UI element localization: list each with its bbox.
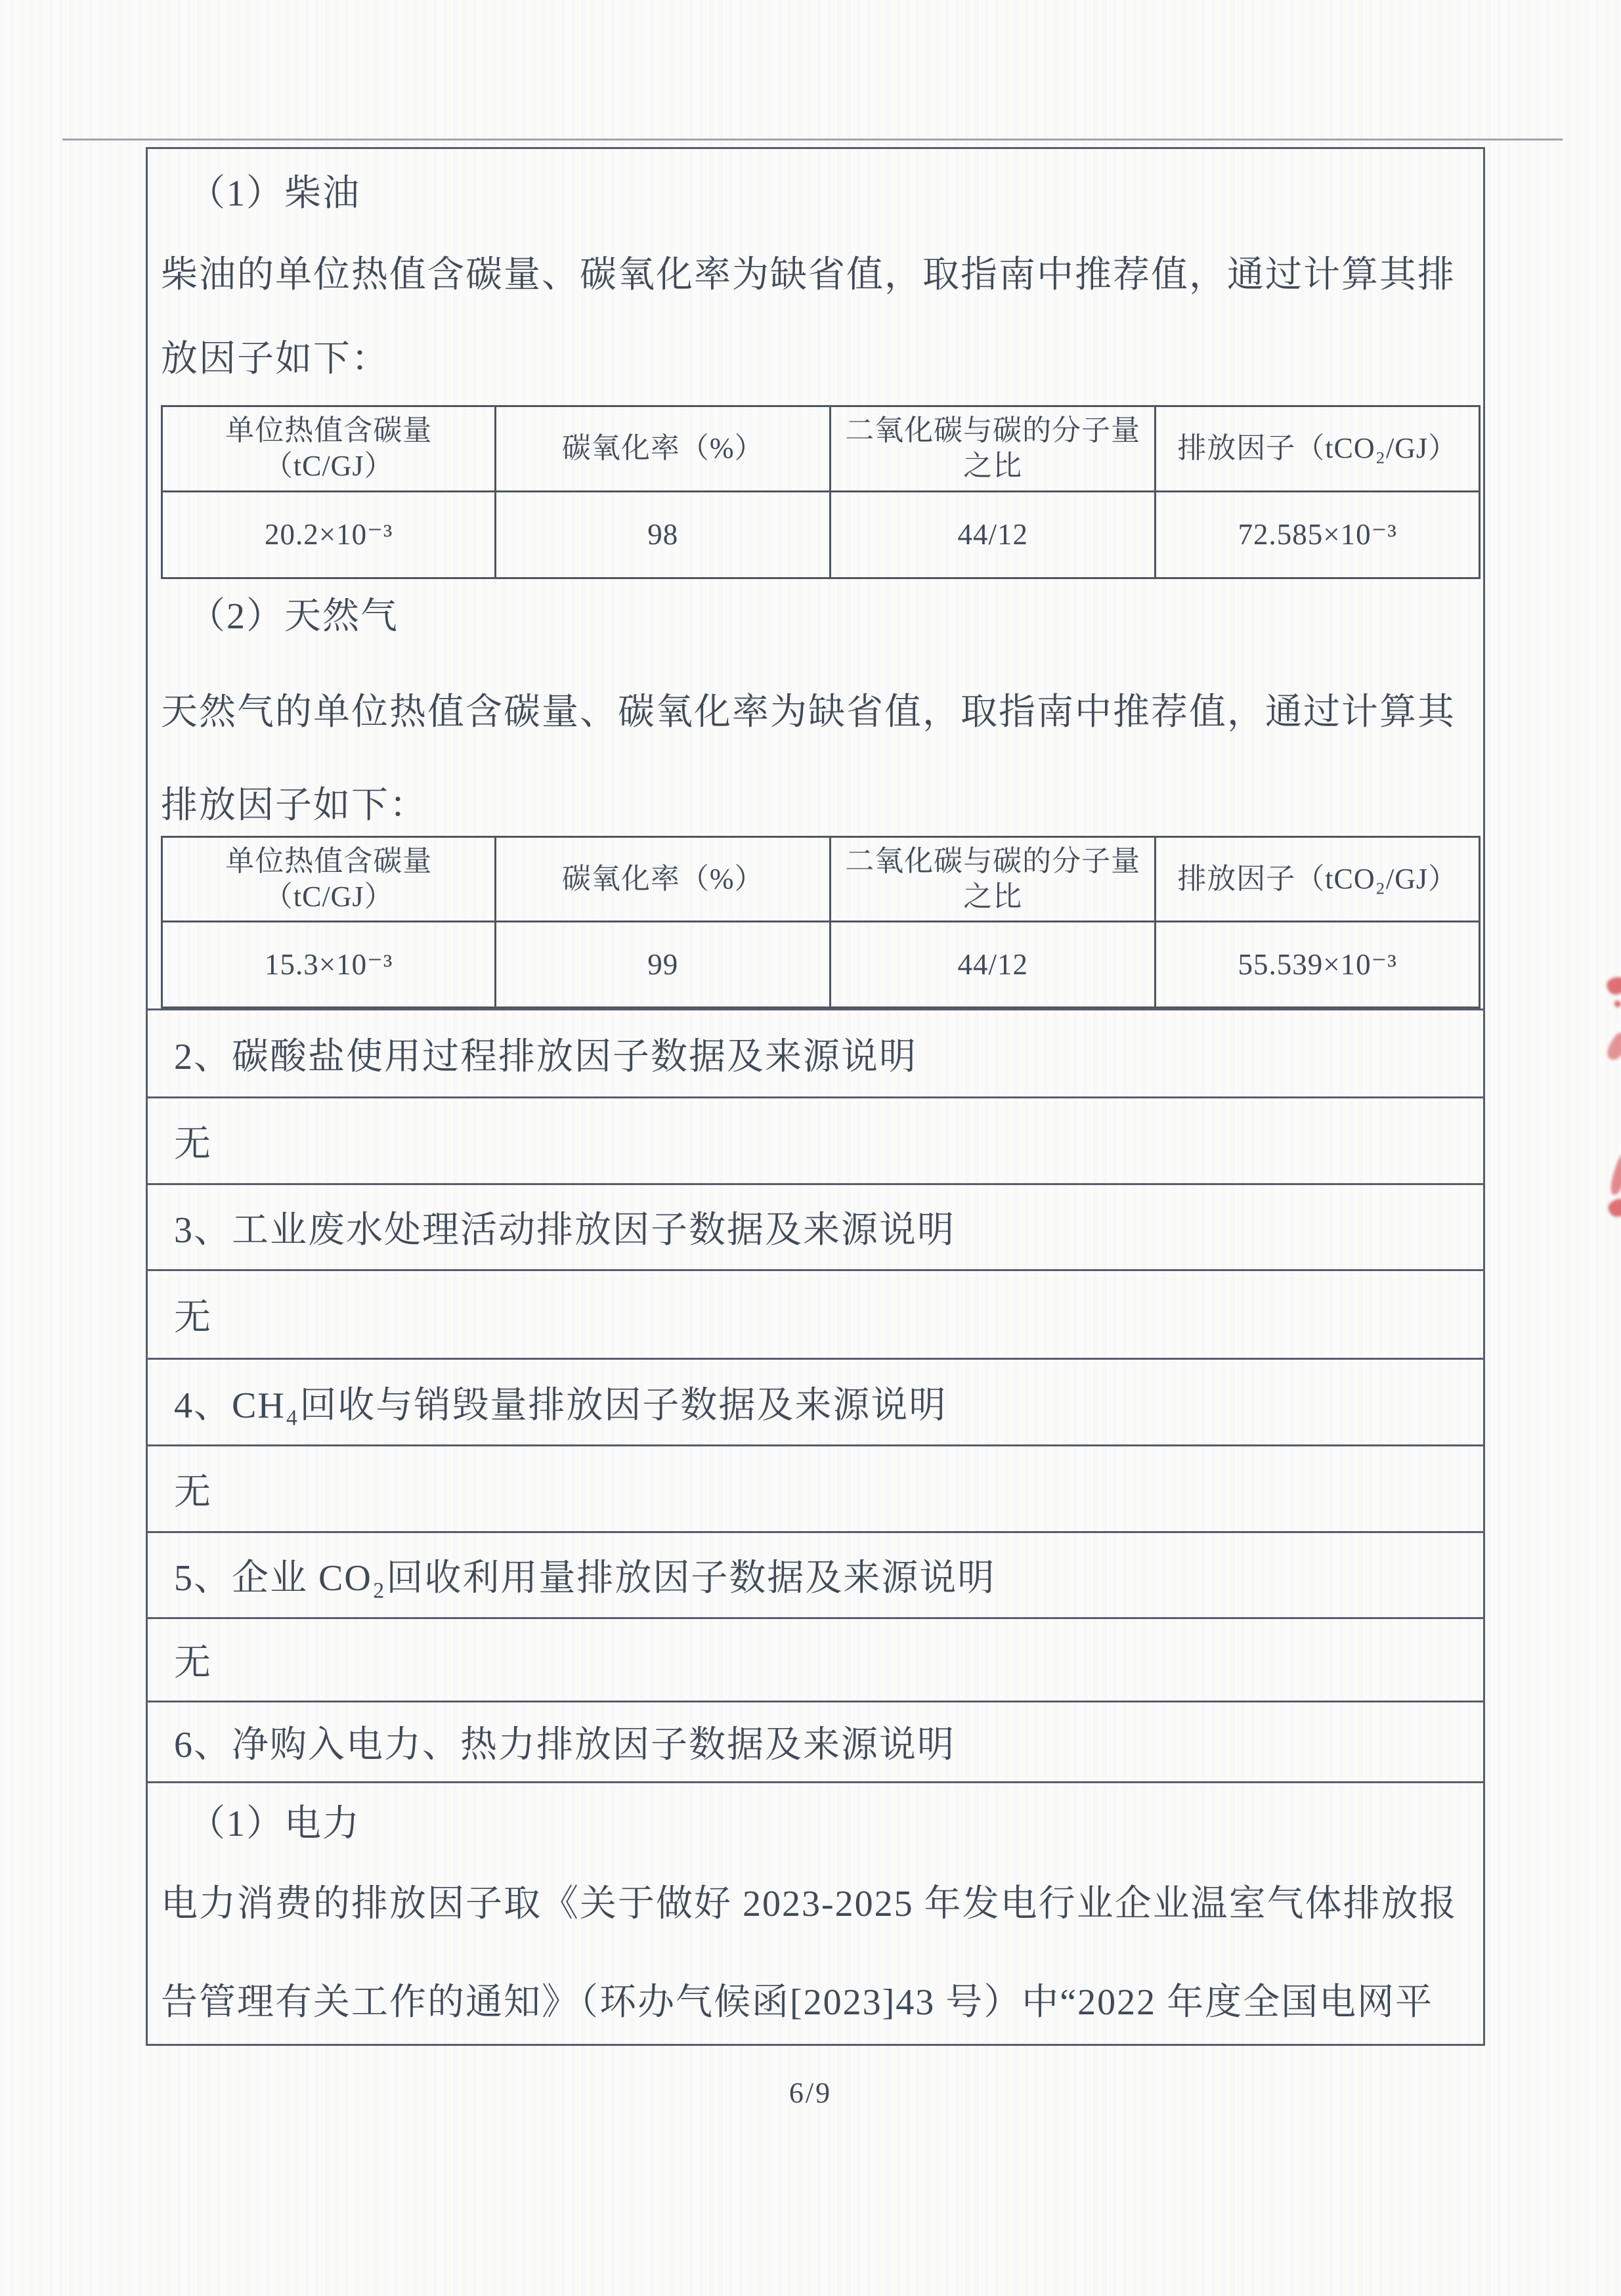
header-line: 碳氧化率（%） (561, 432, 764, 465)
section-5-heading-row (148, 1531, 1483, 1617)
page-number: 6/9 (789, 2077, 832, 2109)
table-data-cell: 99 (496, 922, 831, 1007)
section-content-text: 无 (174, 1643, 212, 1683)
section-4-content-row (148, 1444, 1483, 1531)
header-line: 之比 (963, 450, 1023, 483)
fuel-emission-factor-section (148, 149, 1483, 1008)
section-3-heading-row (148, 1183, 1483, 1269)
header-line: 单位热值含碳量 (225, 414, 433, 447)
section-2-heading-row (148, 1008, 1483, 1096)
diesel-heading: （1）柴油 (188, 173, 360, 214)
header-line: 之比 (963, 880, 1023, 913)
section-heading-text: 5、企业 CO₂回收利用量排放因子数据及来源说明 (174, 1558, 996, 1599)
header-line: 排放因子（tCO₂/GJ） (1177, 432, 1458, 465)
scan-artifact-line (62, 139, 1563, 141)
table-data-cell: 44/12 (831, 492, 1157, 578)
header-line: 二氧化碳与碳的分子量 (845, 844, 1141, 877)
header-line: 排放因子（tCO₂/GJ） (1177, 862, 1458, 895)
natural-gas-heading: （2）天然气 (188, 596, 399, 637)
natural-gas-paragraph-line1: 天然气的单位热值含碳量、碳氧化率为缺省值，取指南中推荐值，通过计算其 (161, 692, 1456, 733)
section-heading-text: 4、CH₄回收与销毁量排放因子数据及来源说明 (174, 1385, 947, 1426)
header-line: （tC/GJ） (263, 450, 394, 483)
red-seal-fragment (1607, 1152, 1621, 1197)
section-2-content-row (148, 1096, 1483, 1183)
header-line: （tC/GJ） (263, 880, 394, 913)
table-data-cell: 44/12 (831, 922, 1157, 1007)
header-line: 二氧化碳与碳的分子量 (845, 414, 1141, 447)
diesel-paragraph-line1: 柴油的单位热值含碳量、碳氧化率为缺省值，取指南中推荐值，通过计算其排 (161, 255, 1456, 295)
natural-gas-emission-factor-table (161, 836, 1481, 1008)
table-data-cell: 20.2×10⁻³ (163, 492, 496, 578)
section-5-content-row (148, 1617, 1483, 1700)
section-heading-text: 2、碳酸盐使用过程排放因子数据及来源说明 (174, 1036, 917, 1077)
table-header-cell (831, 838, 1157, 922)
report-form-table (146, 147, 1485, 2046)
table-data-cell: 15.3×10⁻³ (163, 922, 496, 1007)
diesel-emission-factor-table (161, 405, 1481, 579)
sections-stack (148, 1008, 1483, 2044)
table-header-cell (496, 838, 831, 922)
section-content-text: 无 (174, 1297, 212, 1338)
diesel-paragraph-line2: 放因子如下： (161, 339, 389, 379)
table-data-cell: 55.539×10⁻³ (1238, 947, 1397, 981)
red-seal-fragment (1605, 974, 1621, 997)
table-header-cell (1156, 407, 1479, 492)
section-3-content-row (148, 1269, 1483, 1358)
electricity-paragraph-line1: 电力消费的排放因子取《关于做好 2023-2025 年发电行业企业温室气体排放报 (161, 1884, 1458, 1924)
red-seal-fragment (1614, 1001, 1621, 1007)
section-heading-text: 3、工业废水处理活动排放因子数据及来源说明 (174, 1210, 955, 1251)
electricity-paragraph-line2: 告管理有关工作的通知》（环办气候函[2023]43 号）中“2022 年度全国电网平 (161, 1982, 1434, 2023)
header-line: 碳氧化率（%） (561, 862, 764, 895)
table-data-cell: 98 (496, 492, 831, 578)
section-content-text: 无 (174, 1471, 212, 1513)
section-6-heading-row (148, 1700, 1483, 1781)
table-data-cell: 72.585×10⁻³ (1238, 518, 1397, 552)
section-4-heading-row (148, 1358, 1483, 1444)
natural-gas-paragraph-line2: 排放因子如下： (161, 785, 427, 826)
table-header-cell (1156, 838, 1479, 922)
electricity-heading: （1）电力 (188, 1804, 360, 1844)
table-header-cell (163, 407, 496, 492)
section-heading-text: 6、净购入电力、热力排放因子数据及来源说明 (174, 1725, 955, 1765)
table-header-cell (831, 407, 1157, 492)
section-6-content (148, 1781, 1483, 2044)
red-seal-fragment (1604, 1030, 1621, 1063)
header-line: 单位热值含碳量 (225, 844, 433, 877)
table-header-cell (496, 407, 831, 492)
section-content-text: 无 (174, 1123, 212, 1165)
red-seal-fragment (1606, 1195, 1621, 1221)
table-header-cell (163, 838, 496, 922)
